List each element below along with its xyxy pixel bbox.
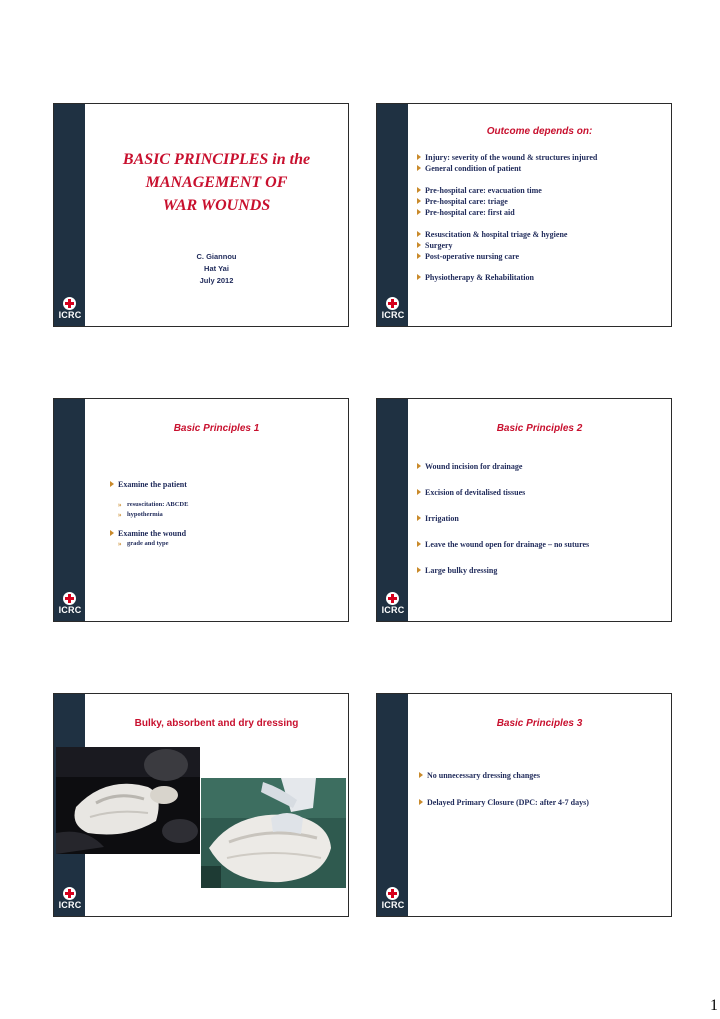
list-item: Post-operative nursing care — [416, 251, 667, 262]
list-item: Wound incision for drainage — [416, 461, 667, 472]
list-item: No unnecessary dressing changes — [418, 770, 667, 781]
slide-2 — [376, 103, 672, 327]
list-item: Pre-hospital care: evacuation time — [416, 185, 667, 196]
slide-title: Basic Principles 1 — [173, 423, 260, 434]
list-item: Pre-hospital care: first aid — [416, 207, 667, 218]
slide-6 — [376, 693, 672, 917]
slide-sidebar — [377, 694, 408, 916]
slide-sidebar — [54, 399, 85, 621]
date: July 2012 — [199, 276, 234, 285]
red-cross-icon — [386, 592, 399, 605]
slide-sidebar — [377, 104, 408, 326]
list-item: General condition of patient — [416, 163, 667, 174]
list-item: Leave the wound open for drainage – no sutures — [416, 539, 667, 550]
sub-list-item: » hypothermia — [118, 510, 344, 520]
icrc-logo — [380, 592, 406, 618]
presentation-title: BASIC PRINCIPLES in the MANAGEMENT OF WAR WOUNDS — [122, 151, 311, 214]
list-item: Physiotherapy & Rehabilitation — [416, 272, 667, 283]
red-cross-icon — [63, 887, 76, 900]
list-item: Surgery — [416, 240, 667, 251]
sub-list — [118, 500, 344, 520]
icrc-logo — [57, 592, 83, 618]
sub-list-item: » resuscitation: ABCDE — [118, 500, 344, 510]
logo-text: ICRC — [381, 310, 405, 320]
sub-list — [118, 539, 344, 549]
slide-4 — [376, 398, 672, 622]
red-cross-icon — [63, 592, 76, 605]
dressing-photo-2 — [201, 778, 346, 888]
logo-text: ICRC — [58, 605, 82, 615]
slide-sidebar — [377, 399, 408, 621]
slide-title: Basic Principles 3 — [496, 718, 583, 729]
list-item: Resuscitation & hospital triage & hygiene — [416, 229, 667, 240]
list-item: Large bulky dressing — [416, 565, 667, 576]
location: Hat Yai — [204, 264, 229, 273]
slide-title: Outcome depends on: — [486, 126, 593, 137]
icrc-logo — [57, 297, 83, 323]
logo-text: ICRC — [58, 310, 82, 320]
list-item: Irrigation — [416, 513, 667, 524]
list-item: Examine the wound » grade and type — [109, 528, 344, 549]
red-cross-icon — [386, 297, 399, 310]
bullet-list — [109, 479, 344, 549]
page-number: 1 — [710, 997, 718, 1014]
slide-3 — [53, 398, 349, 622]
dressing-photo-1 — [56, 747, 200, 854]
list-item: Injury: severity of the wound & structures injured — [416, 152, 667, 163]
slide-1 — [53, 103, 349, 327]
icrc-logo — [380, 297, 406, 323]
bullet-list — [416, 461, 667, 576]
logo-text: ICRC — [58, 900, 82, 910]
slide-5 — [53, 693, 349, 917]
icrc-logo — [57, 887, 83, 913]
list-item: Delayed Primary Closure (DPC: after 4-7 days) — [418, 797, 667, 808]
red-cross-icon — [386, 887, 399, 900]
author-name: C. Giannou — [196, 252, 237, 261]
bullet-list — [416, 152, 667, 283]
author-block — [85, 251, 348, 287]
bullet-list — [418, 770, 667, 808]
slide-title: Bulky, absorbent and dry dressing — [134, 718, 299, 729]
red-cross-icon — [63, 297, 76, 310]
list-item: Pre-hospital care: triage — [416, 196, 667, 207]
slide-title: Basic Principles 2 — [496, 423, 583, 434]
list-item: Excision of devitalised tissues — [416, 487, 667, 498]
slide-sidebar — [54, 104, 85, 326]
logo-text: ICRC — [381, 900, 405, 910]
logo-text: ICRC — [381, 605, 405, 615]
list-item: Examine the patient » resuscitation: ABCDE » hypothermia — [109, 479, 344, 520]
sub-list-item: » grade and type — [118, 539, 344, 549]
icrc-logo — [380, 887, 406, 913]
